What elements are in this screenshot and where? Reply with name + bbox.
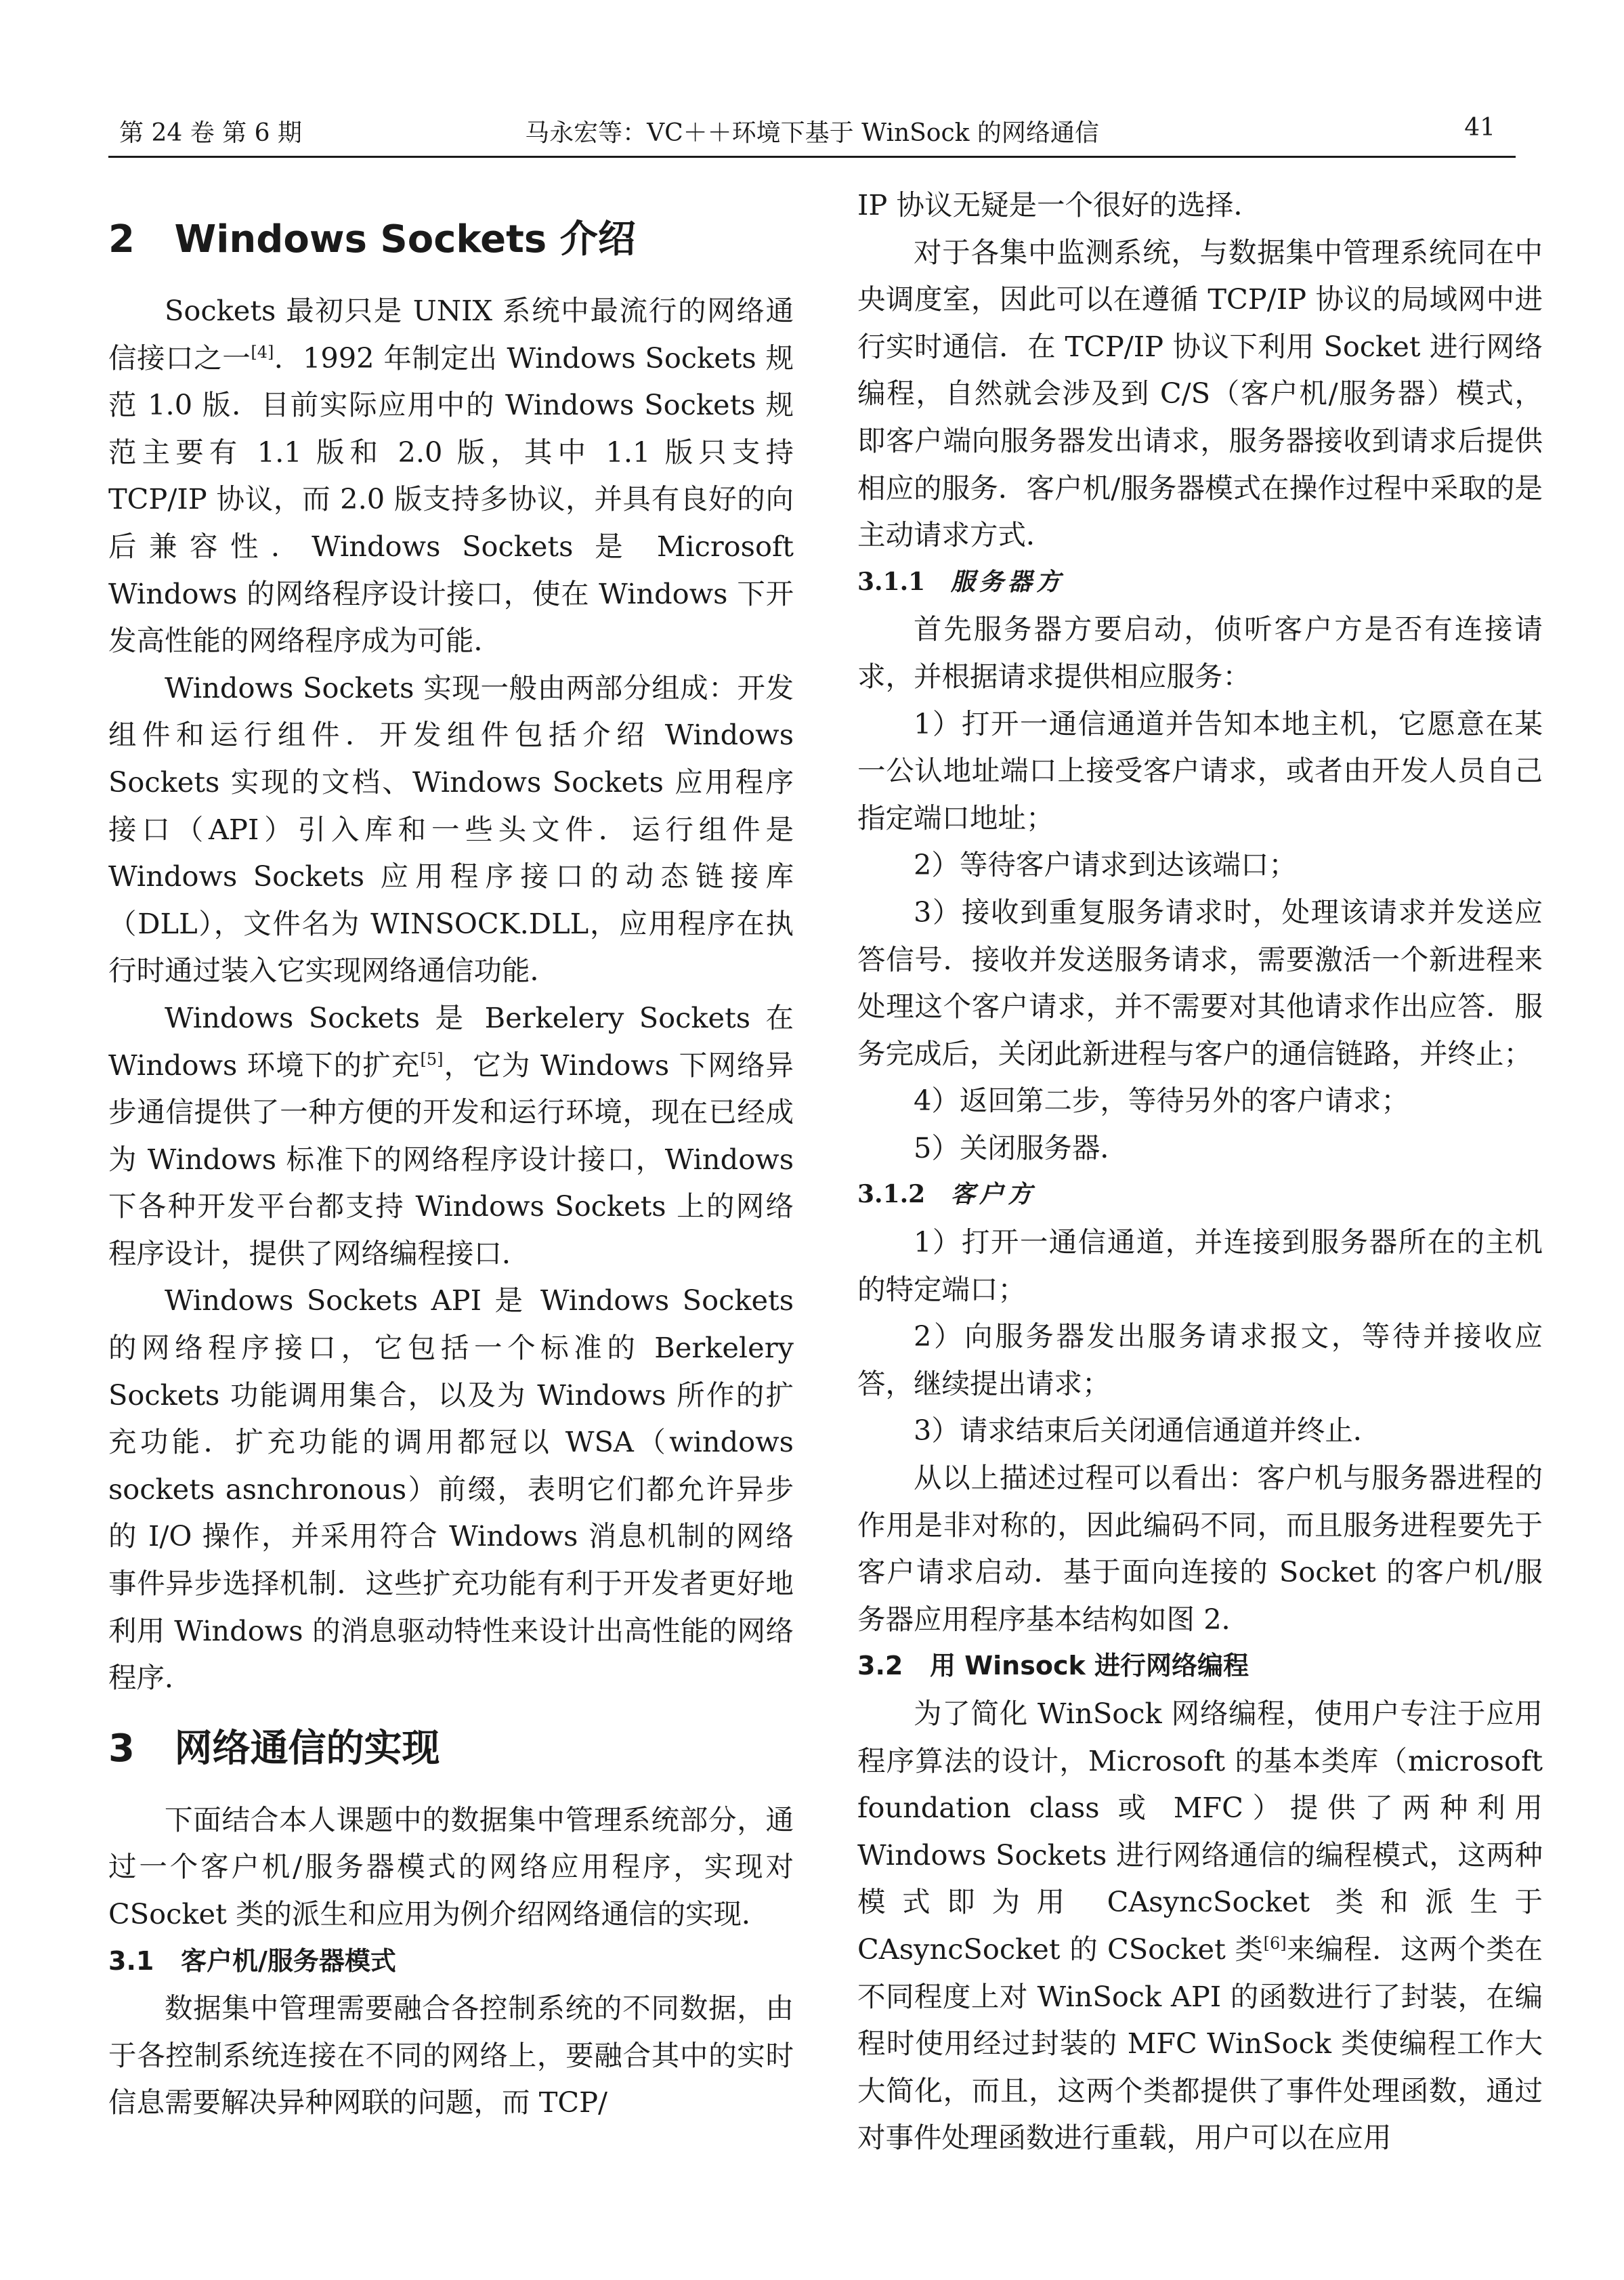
section-2-heading: 2 Windows Sockets 介绍 [108,217,636,261]
list-item: 2）等待客户请求到达该端口； [914,848,1297,882]
list-item: 5）关闭服务器． [914,1131,1128,1164]
section-title: 服务器方 [950,567,1065,596]
paragraph-text: Sockets 最初只是 UNIX 系统中最流行的网络通信接口之一 [108,294,794,375]
citation: [5] [420,1049,444,1069]
list-item: 3）接收到重复服务请求时，处理该请求并发送应答信号．接收并发送服务请求，需要激活一个新进程来处理这个客户请求，并不需要对其他请求作出应答．服务完成后，关闭此新进程与客户的通信链路，并终止； [857,895,1543,1070]
citation: [4] [251,342,274,362]
section-3-heading: 3 网络通信的实现 [108,1726,440,1771]
paragraph [857,1690,1543,2161]
list-item: 4）返回第二步，等待另外的客户请求； [914,1084,1409,1118]
list-item: 3）请求结束后关闭通信通道并终止． [914,1414,1382,1448]
section-number: 3.1.2 [857,1180,926,1209]
list-item: 1）打开一通信通道，并连接到服务器所在的主机的特定端口； [857,1225,1543,1306]
paragraph: 数据集中管理需要融合各控制系统的不同数据，由于各控制系统连接在不同的网络上，要融合其中的实时信息需要解决异种网联的问题，而 TCP/ [108,1991,794,2119]
page-number: 41 [1464,114,1495,142]
citation: [6] [1263,1934,1287,1954]
paragraph-text: 来编程．这两个类在不同程度上对 WinSock API 的函数进行了封装，在编程时使用经过封装的 MFC WinSock 类使编程工作大大简化，而且，这两个类都提供了事件处理函数，通过对事件处理函数进行重载，用户可以在应用 [857,1932,1543,2155]
paragraph: Windows Sockets API 是 Windows Sockets 的网络程序接口，它包括一个标准的 Berkelery Sockets 功能调用集合，以及为 Windows 所作的扩充功能．扩充功能的调用都冠以 WSA（windows sockets asnchronous）前缀，表明它们都允许异步的 I/O 操作，并采用符合 Windows 消息机制的网络事件异步选择机制．这些扩充功能有利于开发者更好地利用 Windows 的消息驱动特性来设计出高性能的网络程序． [108,1284,794,1695]
paragraph: Windows Sockets 实现一般由两部分组成：开发组件和运行组件．开发组件包括介绍 Windows Sockets 实现的文档、Windows Sockets 应用程序接口（API）引入库和一些头文件．运行组件是 Windows Sockets 应用程序接口的动态链接库（DLL），文件名为 WINSOCK.DLL，应用程序在执行时通过装入它实现网络通信功能． [108,671,794,988]
journal-issue: 第 24 卷 第 6 期 [119,119,302,147]
header-rule [108,156,1516,158]
paragraph-text: 为了简化 WinSock 网络编程，使用户专注于应用程序算法的设计，Microsoft 的基本类库（microsoft foundation class 或 MFC）提供了两种利用 Windows Sockets 进行网络通信的编程模式，这两种模式即为用 CAsyncSocket 类和派生于 CAsyncSocket 的 CSocket 类 [857,1697,1543,1966]
paragraph-text: Windows Sockets 是 Berkelery Sockets 在 Windows 环境下的扩充 [108,1000,794,1082]
section-3-1-heading: 3.1 客户机/服务器模式 [108,1945,396,1976]
running-title: 马永宏等：VC＋＋环境下基于 WinSock 的网络通信 [525,119,1099,147]
left-column [108,182,794,2126]
paragraph: 对于各集中监测系统，与数据集中管理系统同在中央调度室，因此可以在遵循 TCP/IP 协议的局域网中进行实时通信．在 TCP/IP 协议下利用 Socket 进行网络编程，自然就会涉及到 C/S（客户机/服务器）模式，即客户端向服务器发出请求，服务器接收到请求后提供相应的服务．客户机/服务器模式在操作过程中采取的是主动请求方式． [857,235,1543,552]
list-item: 1）打开一通信通道并告知本地主机，它愿意在某一公认地址端口上接受客户请求，或者由开发人员自己指定端口地址； [857,706,1543,835]
paragraph: 从以上描述过程可以看出：客户机与服务器进程的作用是非对称的，因此编码不同，而且服务进程要先于客户请求启动．基于面向连接的 Socket 的客户机/服务器应用程序基本结构如图 2． [857,1461,1543,1636]
running-header [108,114,1516,156]
paragraph-text: ，它为 Windows 下网络异步通信提供了一种方便的开发和运行环境，现在已经成为 Windows 标准下的网络程序设计接口，Windows 下各种开发平台都支持 Windows Sockets 上的网络程序设计，提供了网络编程接口． [108,1048,794,1270]
paragraph: 首先服务器方要启动，侦听客户方是否有连接请求，并根据请求提供相应服务： [857,612,1543,693]
section-title: 客户方 [950,1180,1036,1209]
list-item: 2）向服务器发出服务请求报文，等待并接收应答，继续提出请求； [857,1320,1543,1400]
right-column [857,182,1543,2161]
paragraph: 下面结合本人课题中的数据集中管理系统部分，通过一个客户机/服务器模式的网络应用程序，实现对 CSocket 类的派生和应用为例介绍网络通信的实现． [108,1802,794,1930]
section-number: 3.1.1 [857,567,926,596]
section-3-1-1-heading [857,559,1543,606]
section-3-1-2-heading [857,1171,1543,1219]
paragraph [108,287,794,664]
paragraph-continued: IP 协议无疑是一个很好的选择． [857,188,1262,221]
section-3-2-heading: 3.2 用 Winsock 进行网络编程 [857,1651,1249,1681]
paragraph [108,994,794,1278]
paragraph-text: ．1992 年制定出 Windows Sockets 规范 1.0 版．目前实际应用中的 Windows Sockets 规范主要有 1.1 版和 2.0 版，其中 1.1 版只支持 TCP/IP 协议，而 2.0 版支持多协议，并具有良好的向后兼容性．Windows Sockets 是 Microsoft Windows 的网络程序设计接口，使在 Windows 下开发高性能的网络程序成为可能． [108,341,794,658]
